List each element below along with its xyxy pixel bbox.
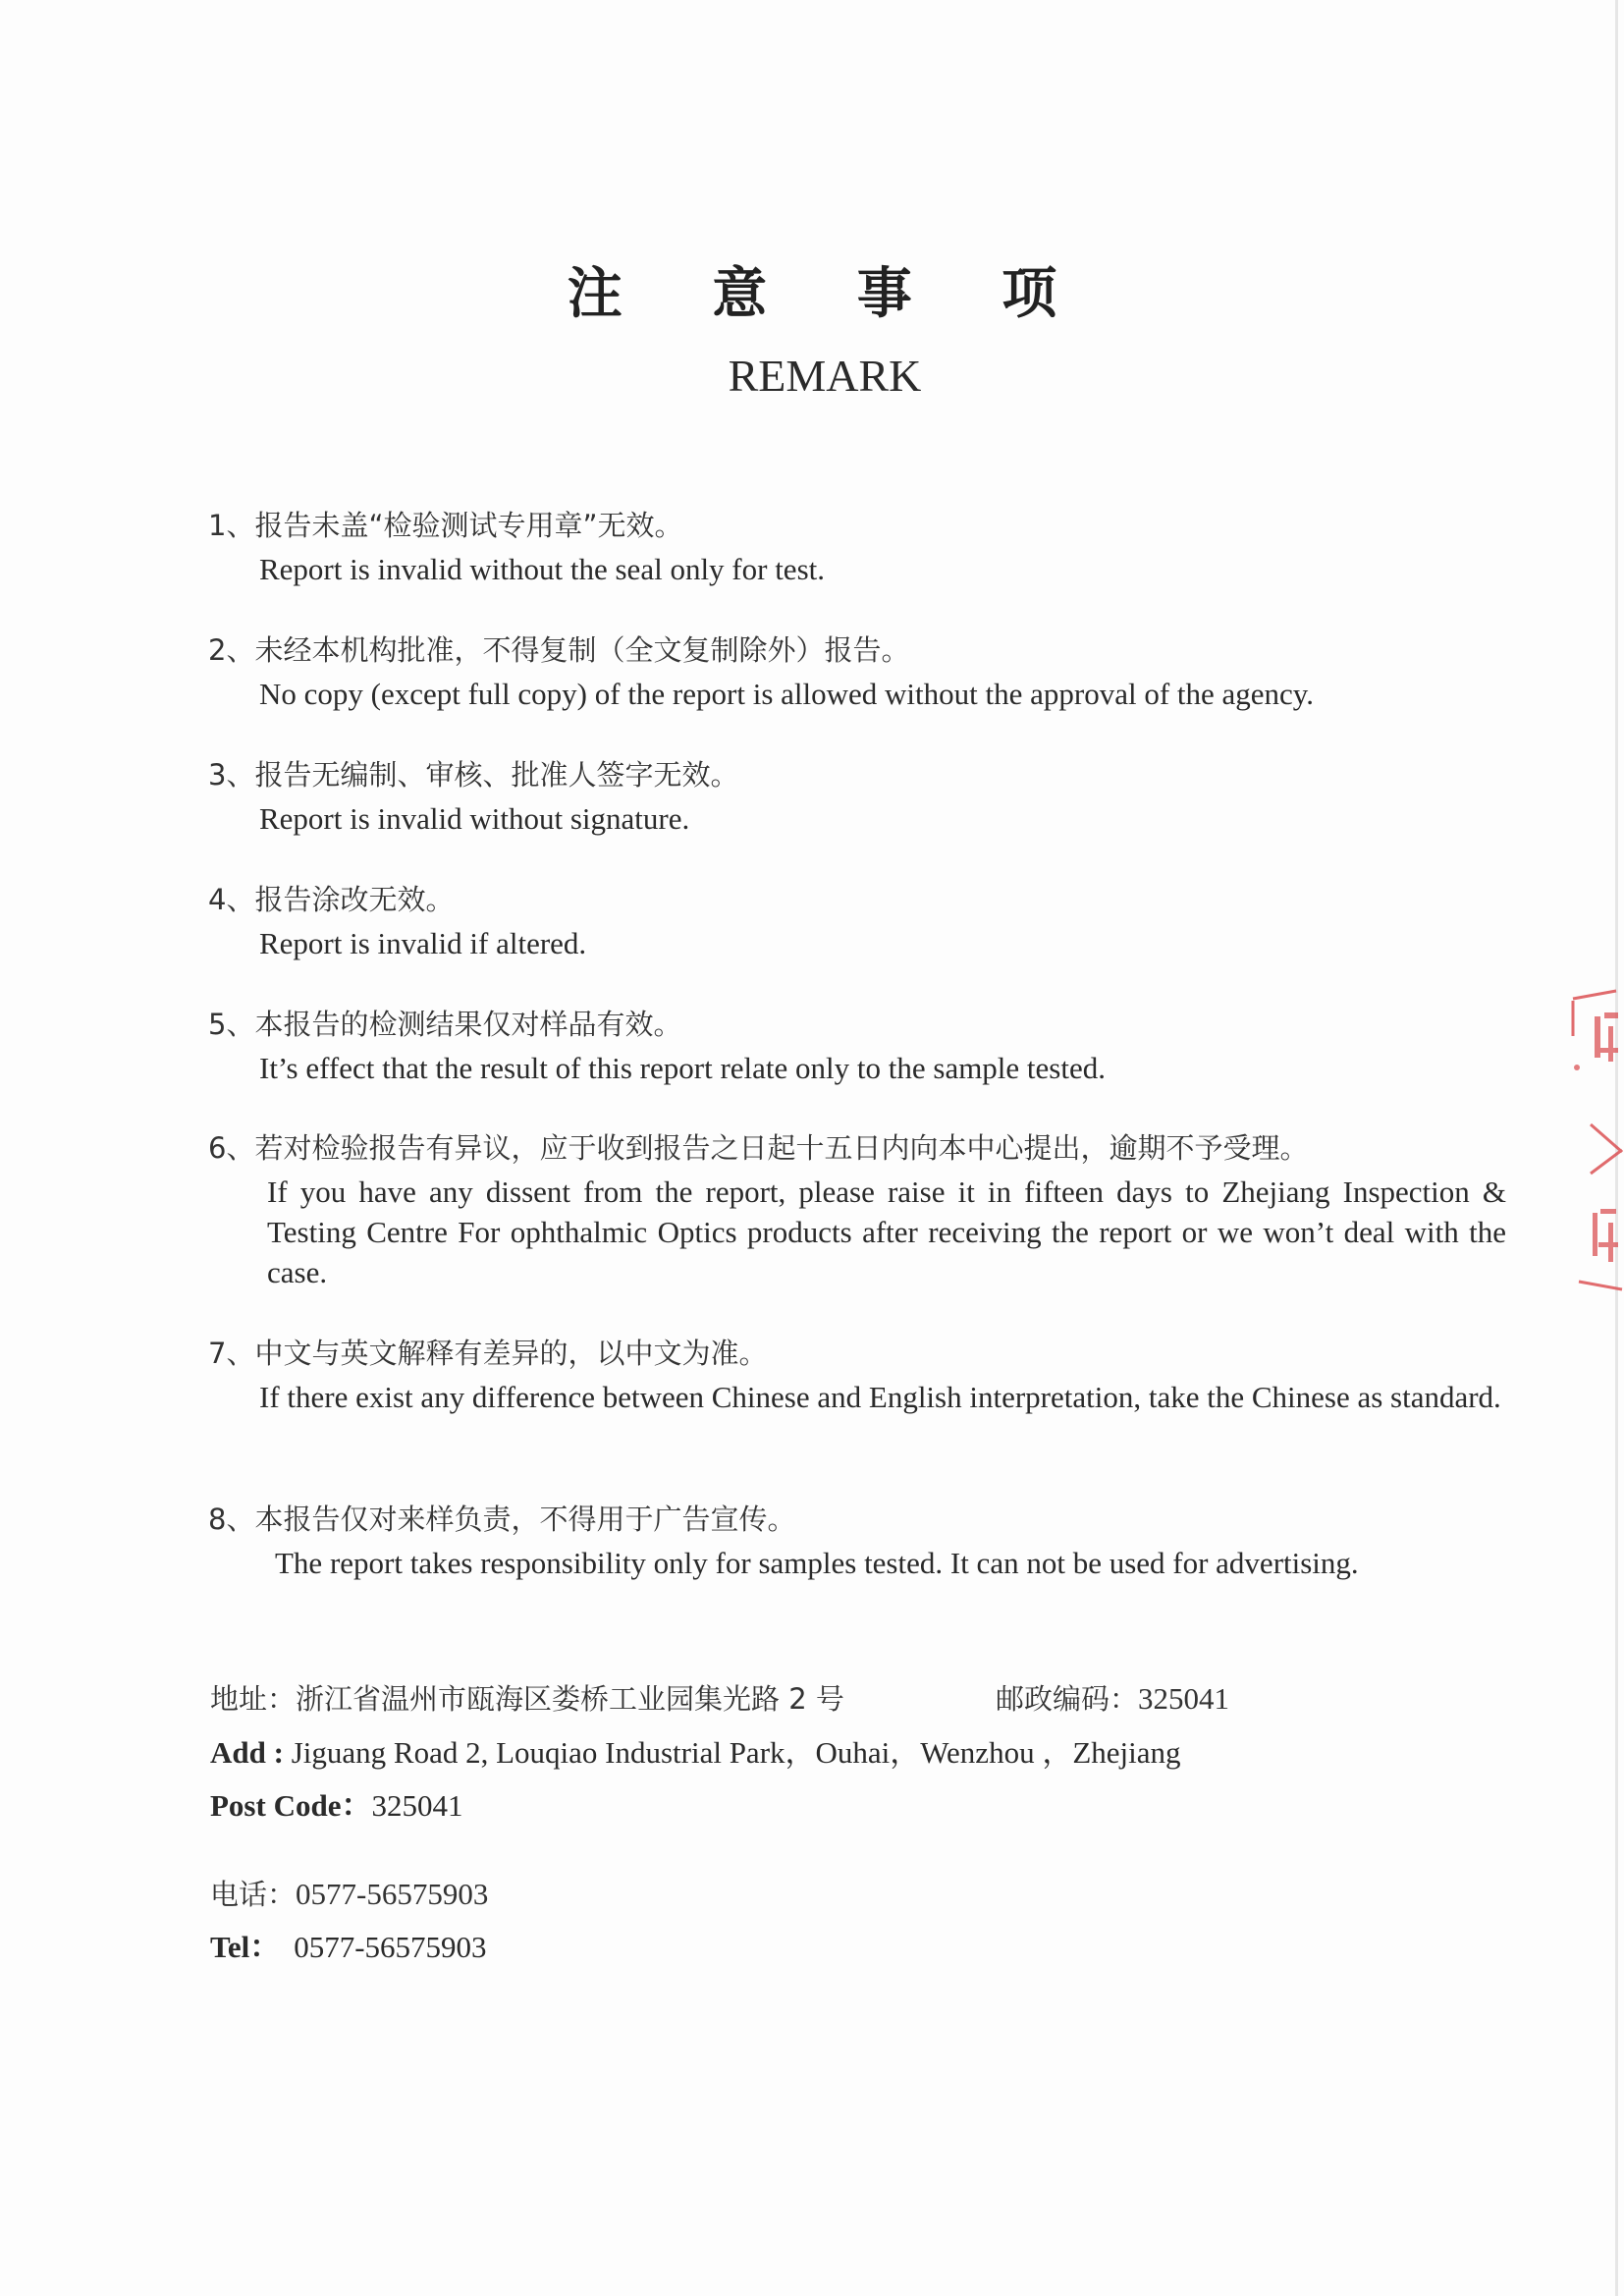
seal-glyph-1c bbox=[1608, 1026, 1613, 1062]
phone-english-label: Tel： bbox=[210, 1930, 281, 1964]
phone-english-value: 0577-56575903 bbox=[294, 1930, 487, 1964]
postcode-english bbox=[210, 1789, 462, 1823]
remark-6-english: If you have any dissent from the report, please raise it in fifteen days to Zhejiang Inspection & Testing Centre For ophthalmic Optics products after receiving the report or we won’t deal with the case. bbox=[267, 1175, 1506, 1289]
phone-chinese-value: 0577-56575903 bbox=[296, 1877, 489, 1911]
address-chinese-value: 浙江省温州市瓯海区娄桥工业园集光路 2 号 bbox=[296, 1682, 844, 1716]
postcode-chinese-value: 325041 bbox=[1138, 1681, 1230, 1716]
address-chinese-label: 地址： bbox=[210, 1682, 297, 1716]
address-chinese bbox=[210, 1682, 844, 1716]
remark-1-chinese: 1、报告未盖“检验测试专用章”无效。 bbox=[208, 509, 683, 542]
postcode-chinese-label: 邮政编码： bbox=[996, 1682, 1139, 1716]
seal-stroke-top bbox=[1573, 991, 1616, 999]
seal-glyph-2a bbox=[1593, 1213, 1597, 1256]
remark-8-chinese: 8、本报告仅对来样负责，不得用于广告宣传。 bbox=[208, 1503, 796, 1536]
remark-3-english: Report is invalid without signature. bbox=[259, 801, 690, 836]
postcode-english-label: Post Code： bbox=[210, 1788, 372, 1823]
seal-stamp-graphic bbox=[1565, 977, 1624, 1301]
remark-3-chinese: 3、报告无编制、审核、批准人签字无效。 bbox=[208, 758, 739, 792]
phone-chinese bbox=[210, 1878, 488, 1911]
seal-star-stroke-2 bbox=[1591, 1150, 1622, 1174]
seal-glyph-1d bbox=[1600, 1048, 1618, 1053]
remark-4-chinese: 4、报告涂改无效。 bbox=[208, 883, 455, 916]
postcode-english-value: 325041 bbox=[371, 1788, 463, 1823]
address-english bbox=[210, 1736, 1181, 1770]
seal-glyph-2b bbox=[1600, 1209, 1616, 1214]
remark-7-chinese: 7、中文与英文解释有差异的，以中文为准。 bbox=[208, 1337, 768, 1370]
remark-2-chinese: 2、未经本机构批准，不得复制（全文复制除外）报告。 bbox=[208, 633, 910, 667]
seal-star-stroke-1 bbox=[1591, 1124, 1622, 1152]
remark-4-english: Report is invalid if altered. bbox=[259, 926, 587, 960]
seal-dot bbox=[1574, 1065, 1580, 1070]
page-title-english: REMARK bbox=[728, 351, 922, 401]
page-title-chinese: 注 意 事 项 bbox=[567, 262, 1093, 326]
address-english-value: Jiguang Road 2, Louqiao Industrial Park，Ouhai，Wenzhou ，Zhejiang bbox=[283, 1735, 1181, 1770]
seal-glyph-1a bbox=[1595, 1016, 1600, 1058]
phone-chinese-label: 电话： bbox=[210, 1878, 297, 1911]
remark-2-english: No copy (except full copy) of the report is allowed without the approval of the agency. bbox=[259, 677, 1315, 711]
remark-8-english: The report takes responsibility only for samples tested. It can not be used for advertising. bbox=[275, 1546, 1359, 1580]
phone-english bbox=[210, 1931, 487, 1964]
seal-glyph-2d bbox=[1598, 1242, 1618, 1247]
remark-5-chinese: 5、本报告的检测结果仅对样品有效。 bbox=[208, 1008, 682, 1041]
postcode-chinese bbox=[996, 1682, 1229, 1716]
remark-6-chinese: 6、若对检验报告有异议，应于收到报告之日起十五日内向本中心提出，逾期不予受理。 bbox=[208, 1131, 1309, 1165]
partial-seal-stamp bbox=[1565, 977, 1624, 1301]
address-english-label: Add : bbox=[210, 1735, 284, 1770]
remark-1-english: Report is invalid without the seal only for test. bbox=[259, 552, 825, 586]
seal-glyph-1b bbox=[1604, 1012, 1618, 1018]
remark-7-english: If there exist any difference between Chinese and English interpretation, take the Chinese as standard. bbox=[259, 1380, 1501, 1414]
seal-stroke-bottom bbox=[1579, 1282, 1622, 1289]
remark-5-english: It’s effect that the result of this report relate only to the sample tested. bbox=[259, 1051, 1106, 1085]
